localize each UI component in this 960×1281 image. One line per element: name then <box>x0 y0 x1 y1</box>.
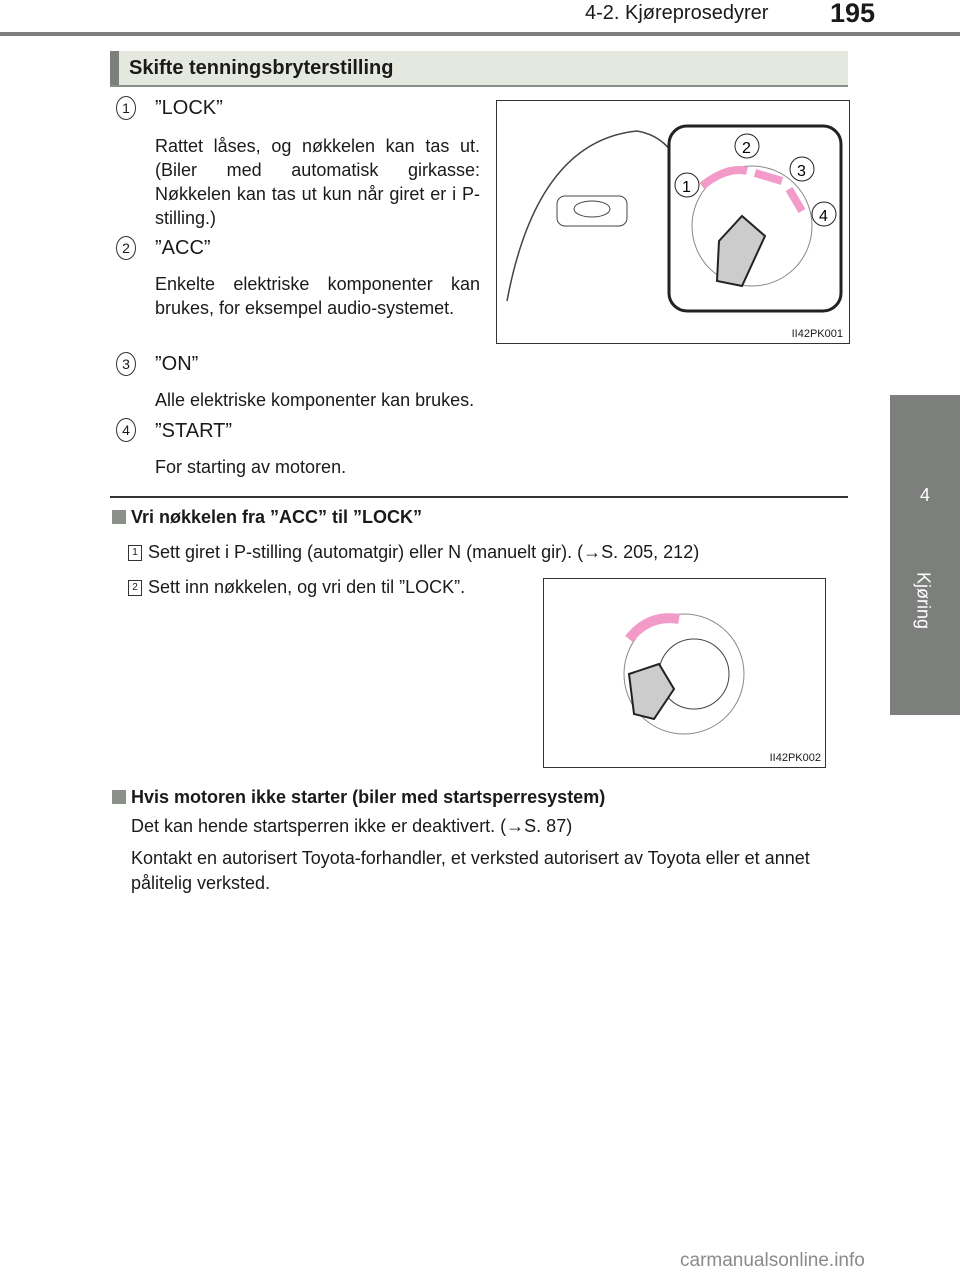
step-number: 2 <box>128 580 142 596</box>
position-label: ”LOCK” <box>155 97 223 119</box>
position-desc: For starting av motoren. <box>155 457 347 477</box>
watermark: carmanualsonline.info <box>680 1250 865 1271</box>
subheading-immobilizer <box>112 787 605 808</box>
step-text: Sett giret i P-stilling (automatgir) eller N (manuelt gir). (→S. 205, 212) <box>148 542 700 562</box>
figure-code: II42PK002 <box>769 752 821 764</box>
callout-number: 1 <box>116 96 136 120</box>
callout-4: 4 <box>819 208 828 225</box>
position-label: ”ACC” <box>155 237 211 259</box>
figure-code: II42PK001 <box>791 328 843 340</box>
ignition-illustration <box>497 101 849 343</box>
subheading-text: Vri nøkkelen fra ”ACC” til ”LOCK” <box>131 507 423 527</box>
section-divider <box>110 496 848 498</box>
chapter-label: Kjøring <box>913 571 934 629</box>
section-title: Skifte tenningsbryterstilling <box>129 57 394 79</box>
chapter-number: 4 <box>919 485 930 505</box>
page-number: 195 <box>830 0 876 28</box>
ignition-figure <box>496 100 850 344</box>
callout-number: 4 <box>116 418 136 442</box>
position-desc: Alle elektriske komponenter kan brukes. <box>155 390 475 410</box>
position-label: ”START” <box>155 420 233 442</box>
subheading-turn-to-lock <box>112 507 422 528</box>
header-section: 4-2. Kjøreprosedyrer <box>585 2 769 24</box>
info-text: Det kan hende startsperren ikke er deaktivert. (→S. 87) <box>131 816 573 836</box>
key-figure <box>543 578 826 768</box>
callout-3: 3 <box>797 163 806 180</box>
chapter-tab <box>890 395 960 715</box>
callout-number: 3 <box>116 352 136 376</box>
callout-number: 2 <box>116 236 136 260</box>
step-text: Sett inn nøkkelen, og vri den til ”LOCK”. <box>148 577 466 597</box>
key-illustration <box>544 579 825 767</box>
position-desc: Enkelte elektriske komponenter kan brukes, for eksempel audio-systemet. <box>155 274 480 318</box>
section-header <box>110 51 848 87</box>
subheading-text: Hvis motoren ikke starter (biler med startsperresystem) <box>131 787 606 807</box>
callout-1: 1 <box>682 179 691 196</box>
header-divider <box>0 32 960 36</box>
step-number: 1 <box>128 545 142 561</box>
position-desc: Rattet låses, og nøkkelen kan tas ut. (Biler med automatisk girkasse: Nøkkelen kan tas ut kun når giret er i P-stilling.) <box>155 136 480 228</box>
info-text: Kontakt en autorisert Toyota-forhandler, et verksted autorisert av Toyota eller et annet pålitelig verksted. <box>131 848 810 893</box>
callout-2: 2 <box>742 140 751 157</box>
position-label: ”ON” <box>155 353 199 375</box>
